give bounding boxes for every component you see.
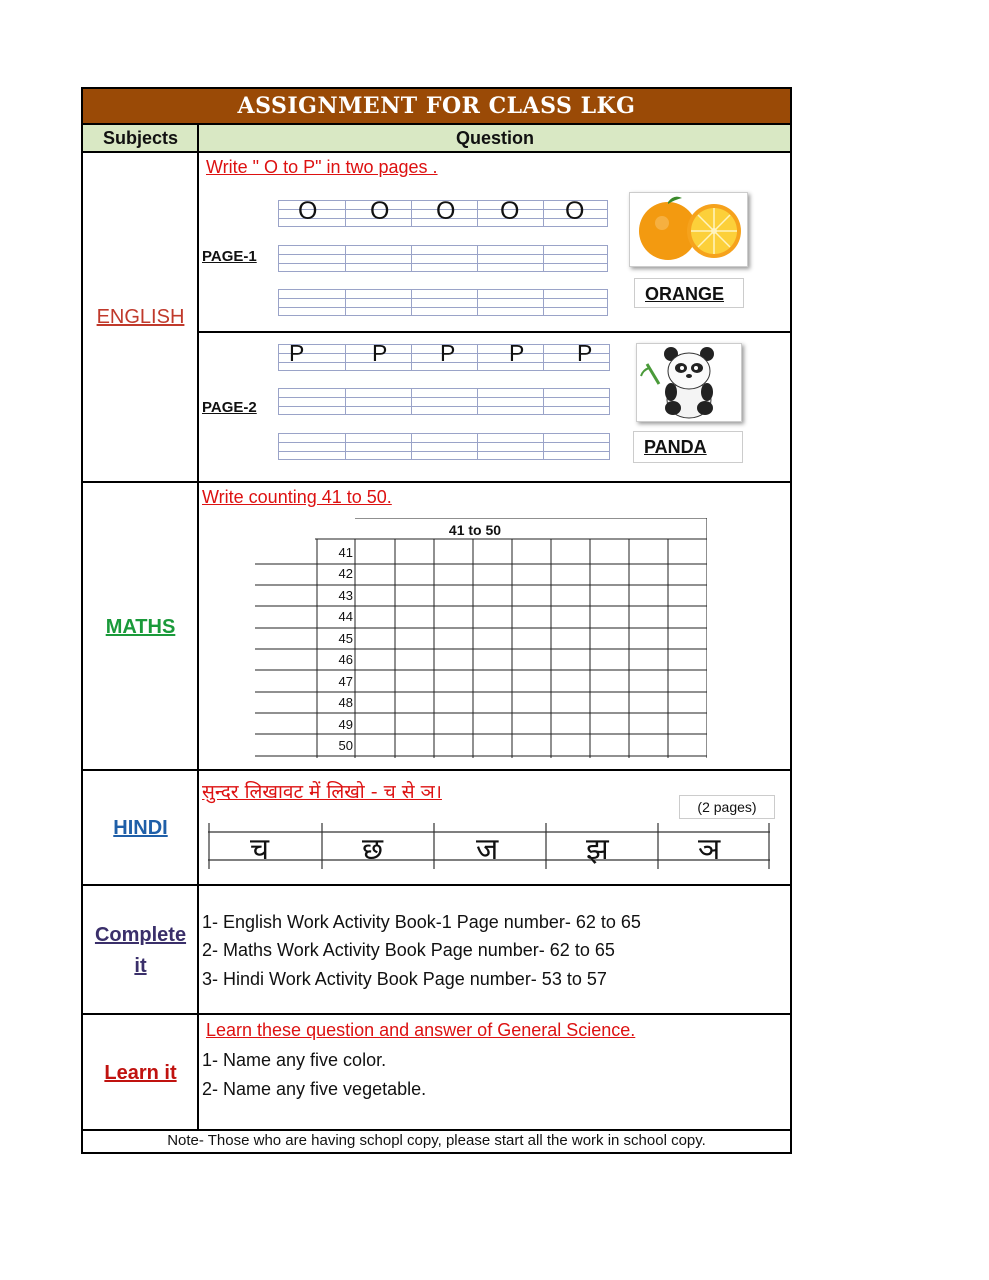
hindi-letter: झ	[586, 832, 609, 867]
grid-number: 42	[338, 566, 353, 581]
grid-number: 45	[338, 631, 353, 646]
row-divider	[198, 331, 791, 333]
orange-label: ORANGE	[634, 278, 744, 308]
grid-number: 50	[338, 738, 353, 753]
hindi-letter: ज	[476, 832, 499, 867]
complete-item: 2- Maths Work Activity Book Page number- 62 to 65	[202, 940, 615, 960]
letter-p: P	[440, 340, 456, 366]
grid-number: 43	[338, 588, 353, 603]
page2-label: PAGE-2	[202, 399, 257, 416]
letter-o: O	[500, 197, 520, 225]
hindi-instruction: सुन्दर लिखावट में लिखो - च से ञ।	[202, 781, 442, 803]
row-divider	[83, 1013, 791, 1015]
question-header: Question	[455, 128, 534, 148]
grid-number: 41	[338, 545, 353, 560]
footer-note: Note- Those who are having schopl copy, please start all the work in school copy.	[167, 1132, 706, 1149]
writing-row	[278, 433, 610, 460]
complete-item: 3- Hindi Work Activity Book Page number- 53 to 57	[202, 969, 607, 989]
letter-p: P	[577, 340, 593, 366]
subjects-header: Subjects	[102, 128, 179, 148]
hindi-letter: च	[250, 832, 270, 867]
pages-note: (2 pages)	[679, 795, 775, 819]
writing-row	[278, 245, 608, 272]
complete-item: 1- English Work Activity Book-1 Page number- 62 to 65	[202, 912, 641, 932]
page-title: ASSIGNMENT FOR CLASS LKG	[83, 89, 790, 125]
page1-label: PAGE-1	[202, 248, 257, 265]
english-subject: ENGLISH	[96, 306, 185, 328]
row-divider	[83, 769, 791, 771]
maths-instruction: Write counting 41 to 50.	[202, 487, 392, 507]
grid-number: 48	[338, 695, 353, 710]
row-divider	[83, 884, 791, 886]
grid-number: 49	[338, 717, 353, 732]
letter-o: O	[298, 197, 318, 225]
letter-o: O	[370, 197, 390, 225]
hindi-letter: ञ	[698, 832, 721, 867]
row-divider	[83, 1129, 791, 1131]
letter-o: O	[565, 197, 585, 225]
learn-instruction: Learn these question and answer of General Science.	[206, 1020, 636, 1040]
learn-item: 2- Name any five vegetable.	[202, 1079, 427, 1099]
panda-label: PANDA	[633, 431, 743, 463]
letter-p: P	[289, 340, 305, 366]
writing-row	[278, 289, 608, 316]
learn-item: 1- Name any five color.	[202, 1050, 387, 1070]
writing-row	[278, 388, 610, 415]
grid-number: 44	[338, 609, 353, 624]
hindi-letter: छ	[362, 832, 384, 867]
letter-p: P	[509, 340, 525, 366]
grid-number: 46	[338, 652, 353, 667]
hindi-subject: HINDI	[113, 817, 168, 839]
grid-title: 41 to 50	[448, 522, 502, 538]
letter-p: P	[372, 340, 388, 366]
letter-o: O	[436, 197, 456, 225]
english-instruction: Write " O to P" in two pages .	[206, 157, 438, 177]
orange-picture	[629, 192, 748, 267]
maths-subject: MATHS	[105, 616, 176, 638]
table-header	[83, 125, 790, 153]
row-divider	[83, 481, 791, 483]
complete-subject-line2: it	[134, 955, 147, 977]
grid-number: 47	[338, 674, 353, 689]
learn-subject: Learn it	[104, 1062, 177, 1084]
complete-subject: Complete	[94, 924, 187, 946]
panda-picture	[636, 343, 742, 422]
